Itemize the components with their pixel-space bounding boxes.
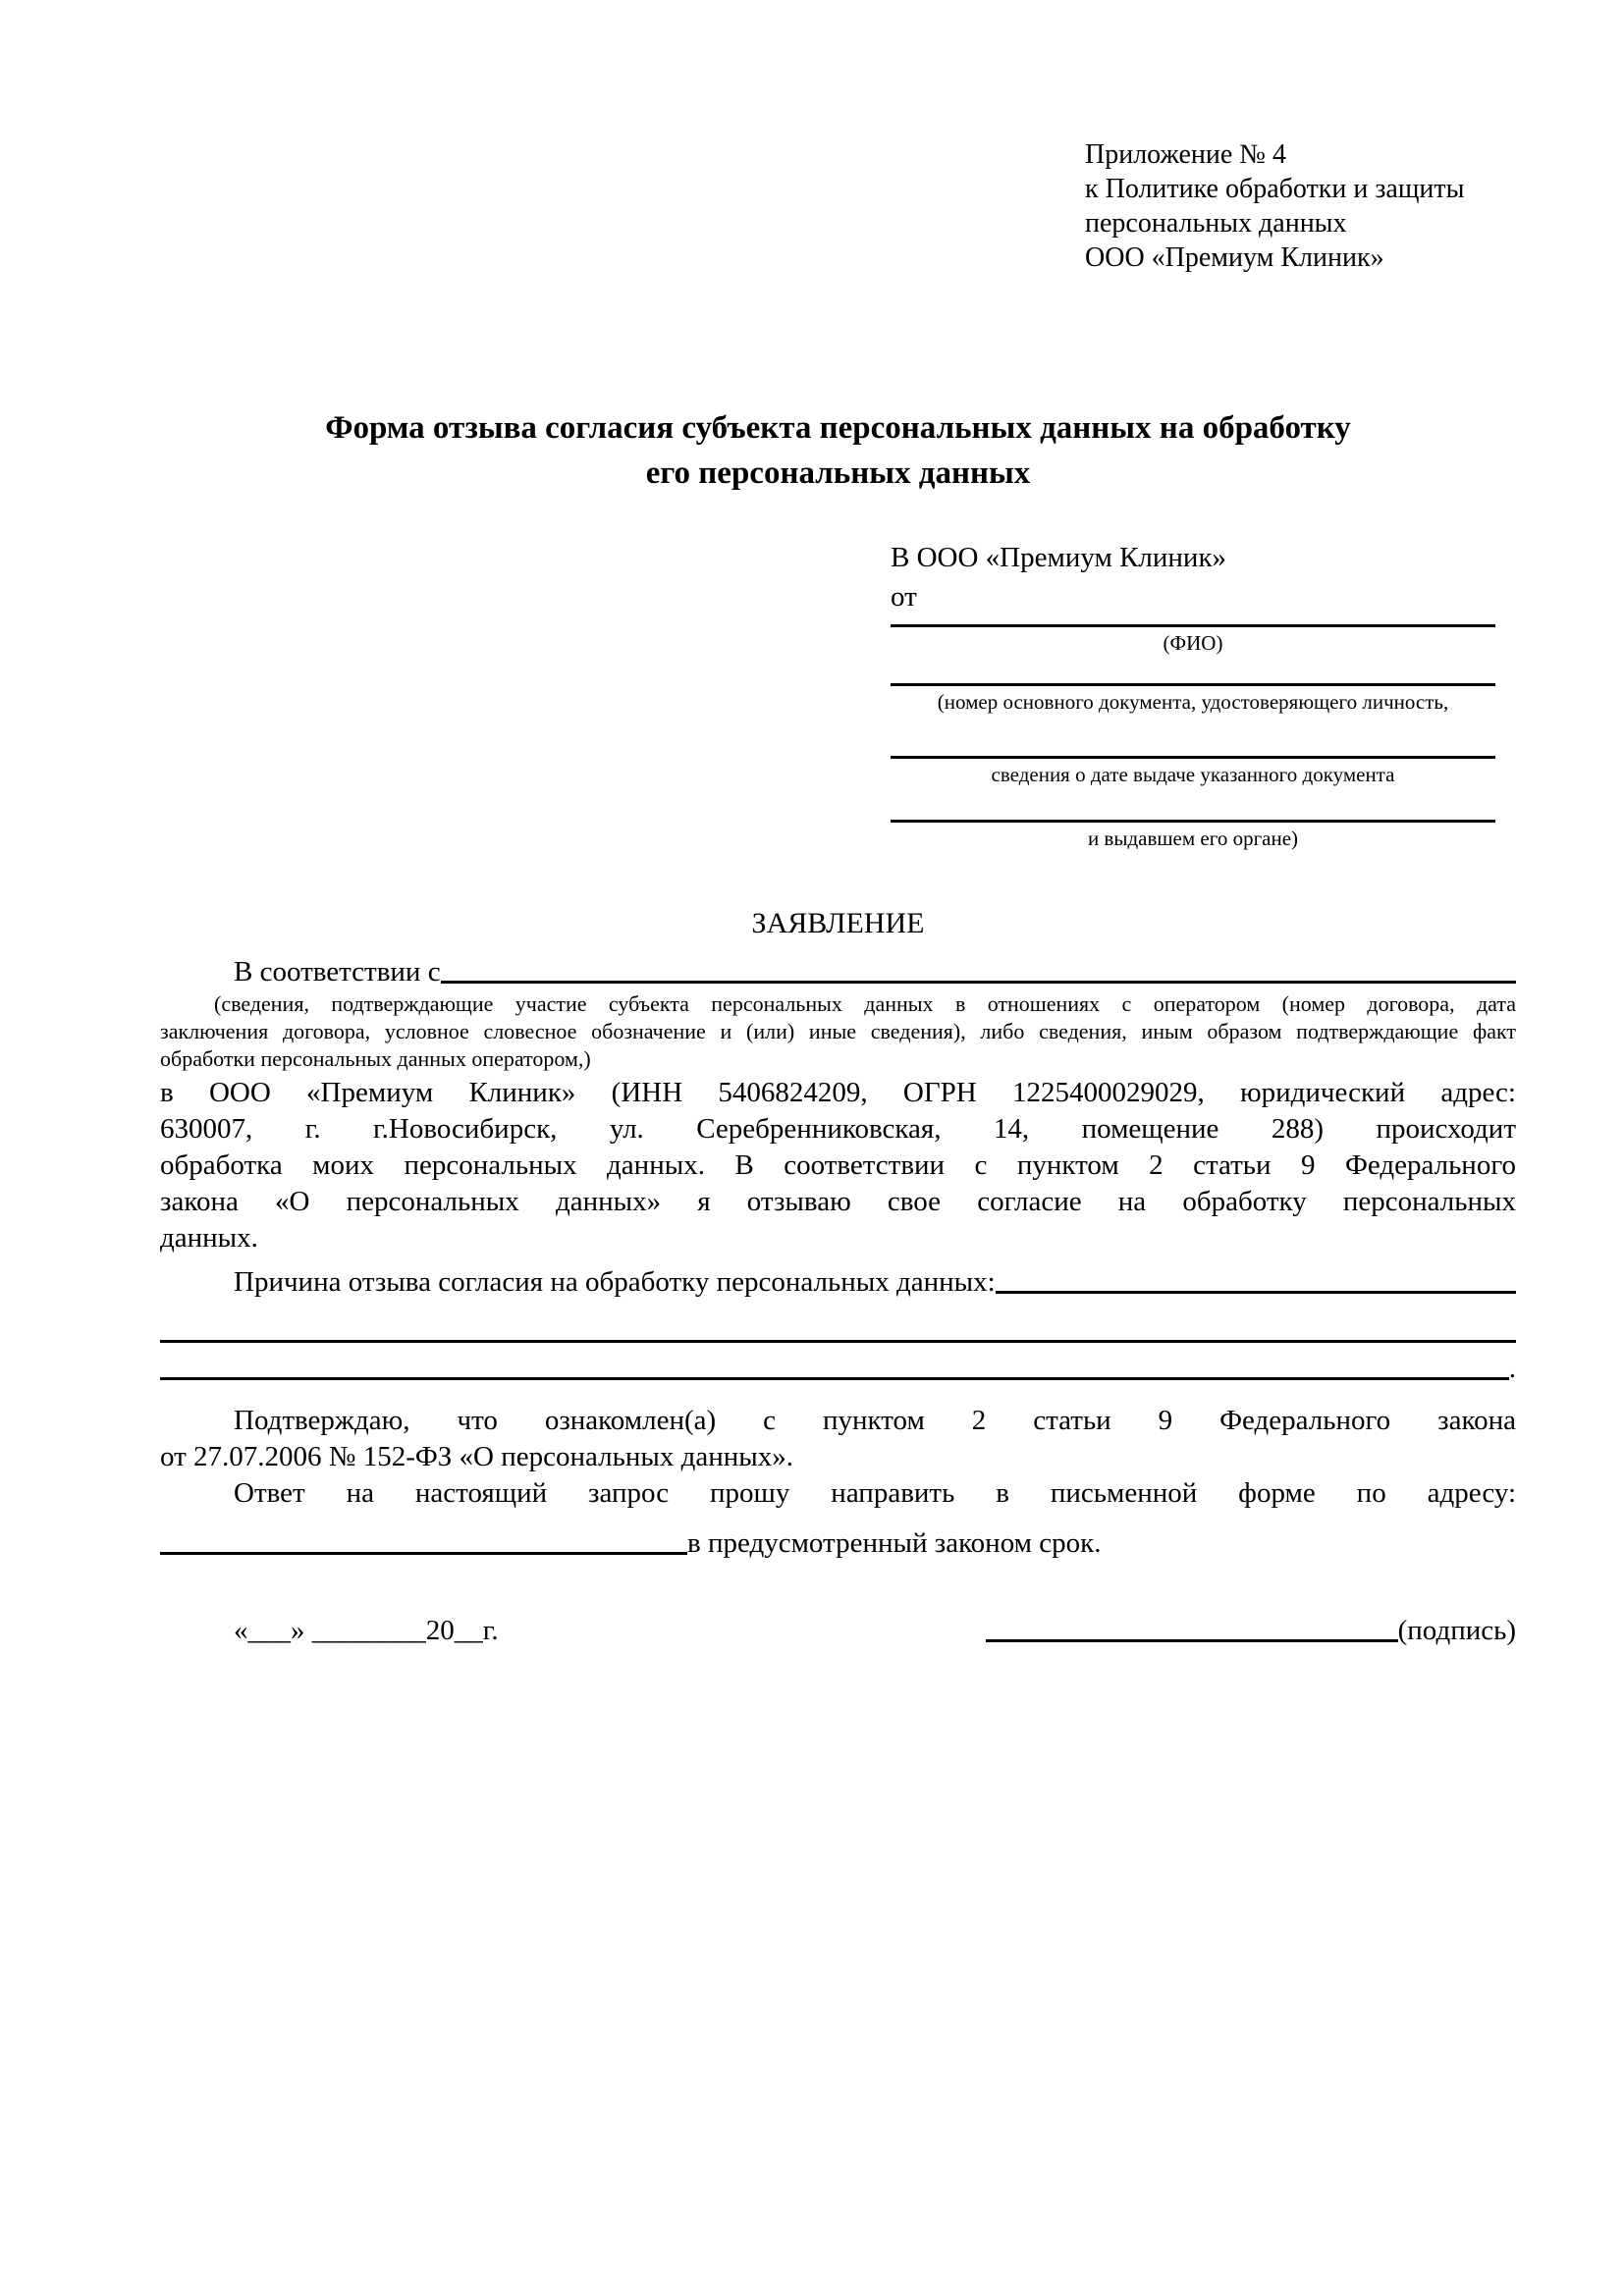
document-title xyxy=(160,405,1516,496)
title-line: Форма отзыва согласия субъекта персональных данных на обработку xyxy=(325,410,1351,446)
body-line: обработка моих персональных данных. В соответствии с пунктом 2 статьи 9 Федерального xyxy=(160,1149,1516,1181)
reply-tail: в предусмотренный законом срок. xyxy=(687,1527,1102,1559)
appendix-note xyxy=(1085,0,1516,275)
reason-blank-line xyxy=(996,1264,1516,1294)
recipient-from-label: от xyxy=(891,581,917,613)
footer-row xyxy=(160,1613,1516,1649)
recipient-to: В ООО «Премиум Клиник» xyxy=(891,542,1227,573)
signature-blank-line xyxy=(986,1639,1398,1642)
confirm-line: от 27.07.2006 № 152-ФЗ «О персональных данных». xyxy=(160,1441,794,1472)
reply-paragraph xyxy=(160,1475,1516,1512)
line-end-period: . xyxy=(1508,1353,1516,1384)
note-line: (сведения, подтверждающие участие субъекта персональных данных в отношениях с оператором (номер договора, дата xyxy=(214,991,1516,1016)
issuer-caption: и выдавшем его органе) xyxy=(1087,827,1299,850)
confirm-paragraph xyxy=(160,1403,1516,1475)
reason-extra-line-1 xyxy=(160,1340,1516,1343)
statement-note xyxy=(160,990,1516,1073)
address-row xyxy=(160,1525,1516,1562)
intro-label: В соответствии с xyxy=(234,956,441,988)
intro-row xyxy=(160,954,1516,990)
appendix-line: ООО «Премиум Клиник» xyxy=(1085,242,1384,273)
statement-body xyxy=(160,1075,1516,1256)
fio-caption: (ФИО) xyxy=(1163,631,1223,655)
reason-label: Причина отзыва согласия на обработку персональных данных: xyxy=(234,1266,996,1298)
reason-extra-line-2-row xyxy=(160,1351,1516,1387)
reason-row xyxy=(160,1264,1516,1301)
note-line: заключения договора, условное словесное обозначение и (или) иные сведения), либо сведения, иным образом подтверждающие факт xyxy=(160,1019,1516,1043)
appendix-line: к Политике обработки и защиты xyxy=(1085,174,1465,204)
title-line: его персональных данных xyxy=(645,455,1031,491)
reply-line: Ответ на настоящий запрос прошу направить в письменной форме по адресу: xyxy=(234,1477,1516,1509)
statement-heading: ЗАЯВЛЕНИЕ xyxy=(751,907,925,939)
body-line: данных. xyxy=(160,1222,258,1254)
note-line: обработки персональных данных оператором,) xyxy=(160,1046,591,1071)
signature-caption: (подпись) xyxy=(1397,1615,1516,1646)
confirm-line: Подтверждаю, что ознакомлен(а) с пунктом 2 статьи 9 Федерального закона xyxy=(234,1405,1516,1436)
appendix-line: Приложение № 4 xyxy=(1085,139,1286,170)
issue-date-caption: сведения о дате выдаче указанного документа xyxy=(991,763,1395,786)
date-blank: «___» ________20__г. xyxy=(234,1615,499,1646)
recipient-block xyxy=(891,538,1495,851)
body-line: 630007, г. г.Новосибирск, ул. Серебренниковская, 14, помещение 288) происходит xyxy=(160,1113,1516,1145)
intro-blank-line xyxy=(441,954,1516,984)
reason-extra-line-2 xyxy=(160,1351,1509,1380)
body-line: в ООО «Премиум Клиник» (ИНН 5406824209, ОГРН 1225400029029, юридический адрес: xyxy=(160,1077,1516,1108)
doc-number-caption: (номер основного документа, удостоверяющего личность, xyxy=(937,690,1449,714)
body-line: закона «О персональных данных» я отзываю свое согласие на обработку персональных xyxy=(160,1186,1516,1217)
appendix-line: персональных данных xyxy=(1085,208,1347,239)
address-blank-line xyxy=(160,1525,687,1555)
signature-block xyxy=(986,1613,1516,1649)
